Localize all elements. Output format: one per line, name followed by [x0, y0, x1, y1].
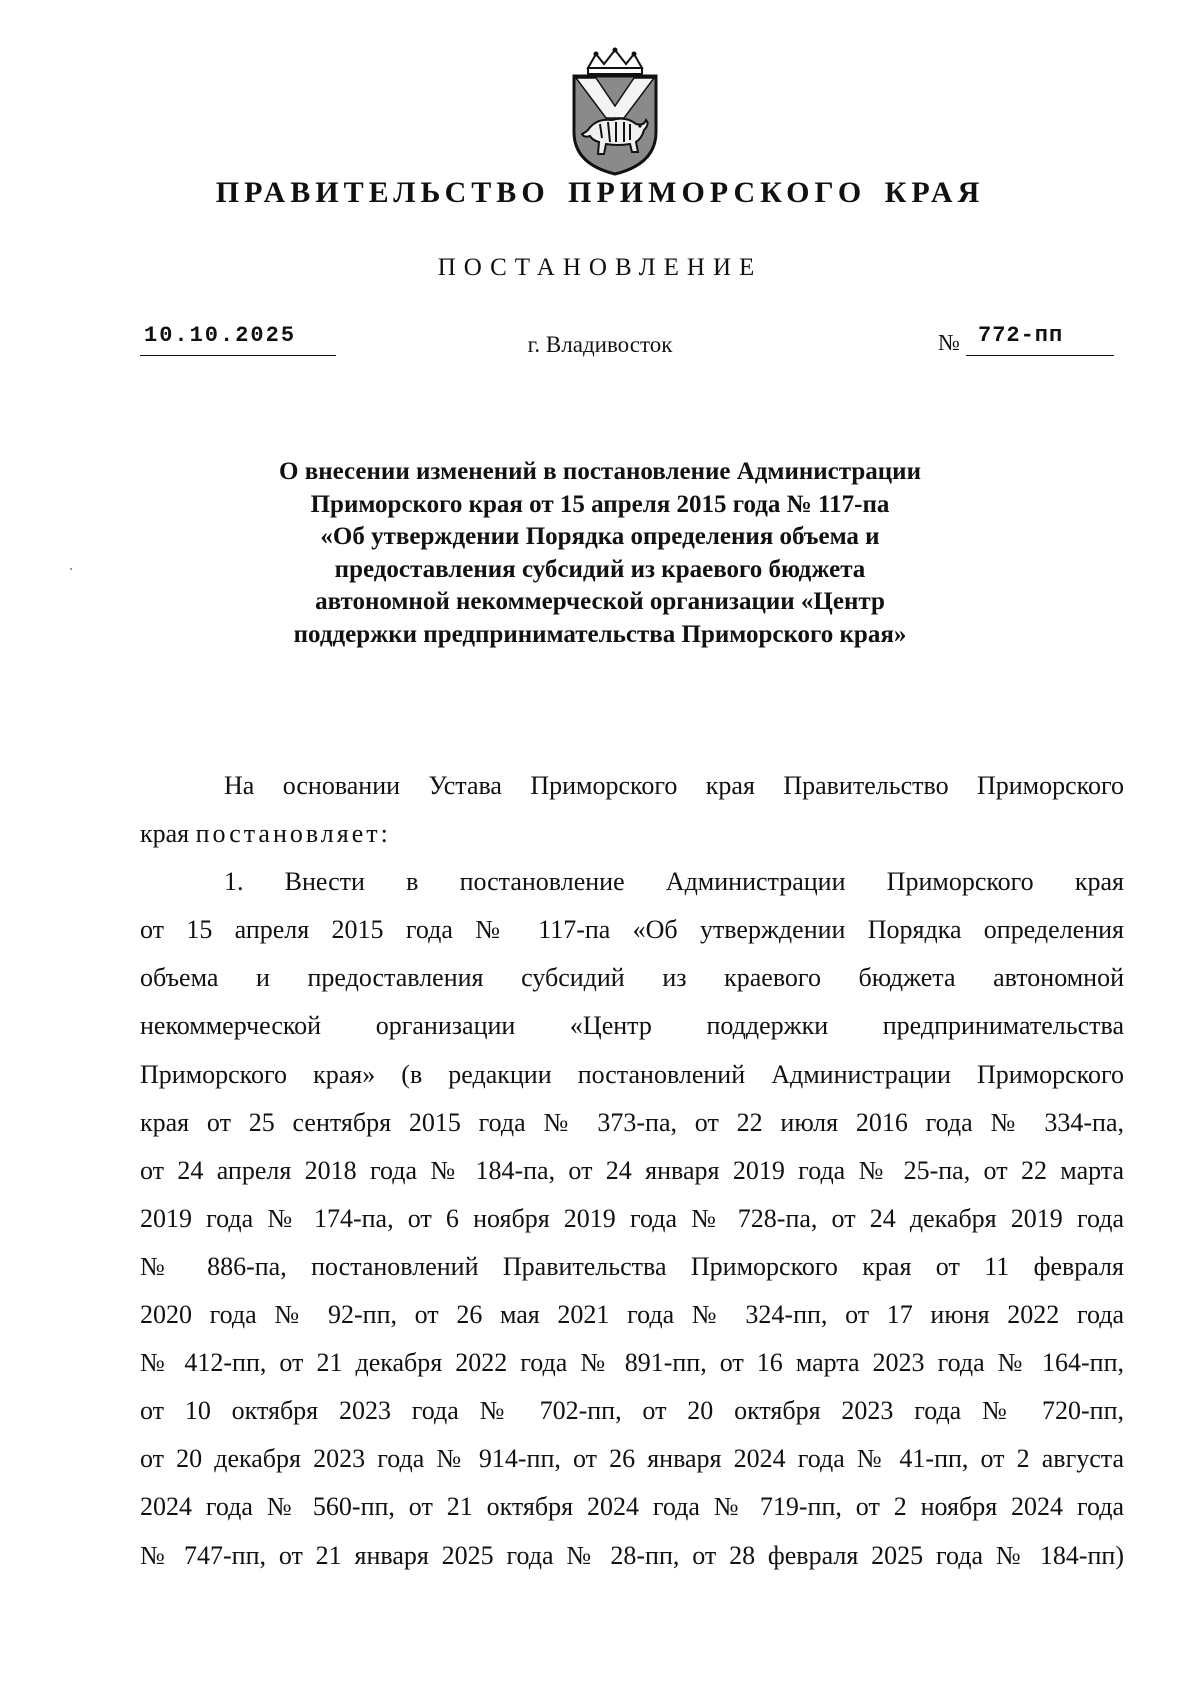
subject-line: предоставления субсидий из краевого бюджета: [334, 555, 866, 583]
document-type: ПОСТАНОВЛЕНИЕ: [437, 254, 763, 281]
body-line: от 20 декабря 2023 года № 914-пп, от 26 января 2024 года № 41-пп, от 2 августа: [140, 1444, 1124, 1474]
body-line: от 10 октября 2023 года № 702-пп, от 20 октября 2023 года № 720-пп,: [140, 1396, 1124, 1426]
number-field: [966, 323, 1114, 356]
coat-of-arms-icon: [566, 46, 664, 178]
document-subject: [200, 456, 1000, 652]
subject-line: Приморского края от 15 апреля 2015 года № 117-па: [310, 490, 890, 518]
body-line: Приморского края» (в редакции постановлений Администрации Приморского: [140, 1059, 1124, 1089]
body-line: от 15 апреля 2015 года № 117-па «Об утверждении Порядка определения: [140, 915, 1124, 945]
body-line: объема и предоставления субсидий из краевого бюджета автономной: [140, 963, 1124, 993]
subject-line: «Об утверждении Порядка определения объема и: [320, 523, 880, 551]
body-line: № 886-па, постановлений Правительства Приморского края от 11 февраля: [140, 1251, 1124, 1281]
body-line: № 747-пп, от 21 января 2025 года № 28-пп, от 28 февраля 2025 года № 184-пп): [140, 1540, 1124, 1570]
document-date: 10.10.2025: [144, 323, 297, 348]
body-line: 1. Внести в постановление Администрации Приморского края: [224, 867, 1124, 897]
subject-line: поддержки предпринимательства Приморского края»: [293, 620, 907, 648]
government-title: ПРАВИТЕЛЬСТВО ПРИМОРСКОГО КРАЯ: [215, 176, 985, 209]
document-number: 772-пп: [978, 323, 1064, 348]
body-line: от 24 апреля 2018 года № 184-па, от 24 января 2019 года № 25-па, от 22 марта: [140, 1155, 1124, 1185]
body-line: некоммерческой организации «Центр поддержки предпринимательства: [140, 1011, 1124, 1041]
body-line: На основании Устава Приморского края Правительство Приморского: [224, 771, 1124, 800]
body-line: [140, 810, 1124, 858]
body-text: края: [140, 819, 190, 849]
city: г. Владивосток: [527, 332, 673, 357]
body-line: № 412-пп, от 21 декабря 2022 года № 891-пп, от 16 марта 2023 года № 164-пп,: [140, 1348, 1124, 1378]
subject-line: О внесении изменений в постановление Администрации: [279, 458, 921, 485]
scan-artifact: [70, 568, 72, 570]
subject-line: автономной некоммерческой организации «Центр: [315, 588, 885, 616]
resolves-text: постановляет:: [195, 819, 391, 849]
body-line: 2024 года № 560-пп, от 21 октября 2024 года № 719-пп, от 2 ноября 2024 года: [140, 1492, 1124, 1522]
body-line: 2020 года № 92-пп, от 26 мая 2021 года № 324-пп, от 17 июня 2022 года: [140, 1300, 1124, 1330]
number-sign: №: [938, 330, 960, 355]
body-line: края от 25 сентября 2015 года № 373-па, от 22 июля 2016 года № 334-па,: [140, 1107, 1124, 1137]
document-body: [140, 762, 1124, 1580]
body-line: 2019 года № 174-па, от 6 ноября 2019 года № 728-па, от 24 декабря 2019 года: [140, 1203, 1124, 1233]
